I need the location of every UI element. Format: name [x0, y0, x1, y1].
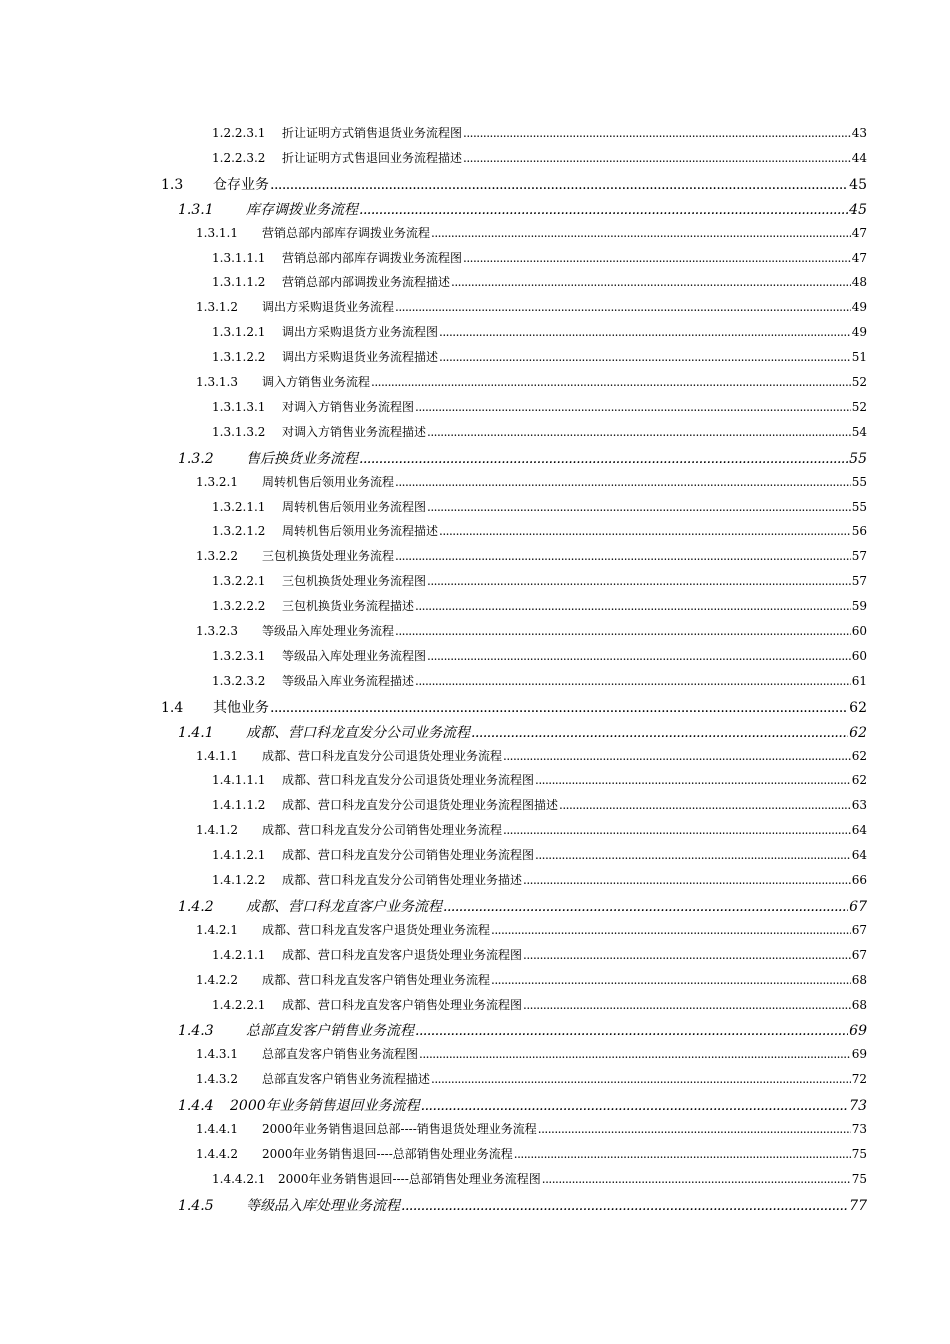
- toc-entry[interactable]: [178, 896, 867, 916]
- toc-entry[interactable]: [212, 871, 867, 888]
- toc-entry[interactable]: [196, 373, 867, 390]
- toc-entry-title: 周转机售后领用业务流程图: [282, 499, 427, 514]
- toc-entry-title: 其他业务: [213, 699, 269, 716]
- toc-entry-number: 1.3.1.1: [196, 225, 238, 240]
- toc-entry[interactable]: [161, 174, 867, 194]
- toc-entry[interactable]: [212, 124, 867, 141]
- toc-entry-number: 1.3.1.2: [196, 300, 238, 315]
- toc-entry-number: 1.4.1.2: [196, 823, 238, 838]
- toc-entry-title: 三包机换货处理业务流程: [262, 549, 395, 564]
- toc-entry-title: 总部直发客户销售业务流程描述: [262, 1072, 431, 1087]
- toc-entry-page: 56: [851, 524, 867, 539]
- toc-dot-leader: [427, 500, 851, 514]
- toc-dot-leader: [439, 524, 851, 538]
- toc-dot-leader: [359, 451, 848, 467]
- toc-entry-title: 库存调拨业务流程: [246, 201, 358, 218]
- toc-entry-title: 调出方采购退货业务流程: [262, 300, 395, 315]
- toc-entry-page: 67: [851, 947, 867, 962]
- toc-entry[interactable]: [196, 224, 867, 241]
- toc-entry-title: 成都、营口科龙直发分公司退货处理业务流程: [262, 748, 503, 763]
- toc-entry-page: 75: [851, 1146, 867, 1161]
- toc-entry-number: 1.3.1.3.2: [212, 424, 266, 439]
- toc-entry-title: 对调入方销售业务流程描述: [282, 424, 427, 439]
- toc-dot-leader: [415, 674, 851, 688]
- toc-entry-page: 44: [851, 150, 867, 165]
- toc-dot-leader: [491, 923, 851, 937]
- toc-entry-number: 1.4.1: [178, 724, 214, 741]
- toc-entry-page: 43: [851, 126, 867, 140]
- toc-entry[interactable]: [178, 1195, 867, 1215]
- toc-entry-page: 64: [851, 848, 867, 863]
- toc-dot-leader: [415, 599, 851, 613]
- toc-entry[interactable]: [212, 996, 867, 1013]
- toc-entry[interactable]: [212, 672, 867, 689]
- toc-entry-page: 49: [851, 325, 867, 340]
- toc-dot-leader: [395, 549, 851, 563]
- toc-entry-title: 对调入方销售业务流程图: [282, 399, 415, 414]
- toc-entry-title: 营销总部内部库存调拨业务流程: [262, 225, 431, 240]
- toc-entry-page: 60: [851, 624, 867, 638]
- toc-entry-title: 成都、营口科龙直发客户退货处理业务流程: [262, 922, 491, 937]
- toc-dot-leader: [427, 574, 851, 588]
- toc-entry-number: 1.3.2.1: [196, 474, 238, 489]
- toc-entry[interactable]: [212, 771, 867, 788]
- toc-entry-number: 1.4.4.2: [196, 1146, 238, 1161]
- toc-entry-title: 售后换货业务流程: [246, 450, 358, 467]
- toc-dot-leader: [542, 1172, 851, 1186]
- toc-entry[interactable]: [212, 423, 867, 440]
- toc-entry[interactable]: [212, 1170, 867, 1187]
- toc-entry-page: 64: [851, 823, 867, 838]
- toc-dot-leader: [431, 1072, 851, 1086]
- toc-entry-title: 2000年业务销售退回业务流程: [230, 1098, 420, 1115]
- toc-entry-title: 调出方采购退货方业务流程图: [282, 325, 439, 340]
- toc-entry-page: 51: [851, 350, 867, 365]
- toc-entry[interactable]: [212, 946, 867, 963]
- toc-dot-leader: [270, 700, 848, 716]
- toc-entry-number: 1.4: [161, 699, 184, 716]
- toc-entry-number: 1.4.1.1.1: [212, 773, 266, 788]
- toc-entry-page: 57: [851, 549, 867, 564]
- toc-entry-title: 折让证明方式销售退货业务流程图: [282, 126, 463, 140]
- toc-dot-leader: [443, 899, 848, 915]
- toc-dot-leader: [401, 1198, 848, 1214]
- toc-entry[interactable]: [212, 647, 867, 664]
- toc-entry-number: 1.3.2: [178, 450, 214, 467]
- toc-entry-number: 1.3.1.2.2: [212, 350, 266, 365]
- toc-entry-title: 三包机换货处理业务流程图: [282, 574, 427, 589]
- toc-dot-leader: [415, 1023, 848, 1039]
- toc-entry-title: 成都、营口科龙直发分公司销售处理业务流程: [262, 823, 503, 838]
- toc-entry-page: 77: [849, 1197, 867, 1214]
- toc-entry-page: 60: [851, 648, 867, 663]
- toc-entry[interactable]: [212, 846, 867, 863]
- toc-entry[interactable]: [212, 348, 867, 365]
- toc-entry-number: 1.3: [161, 176, 184, 193]
- toc-entry-number: 1.3.2.3.2: [212, 673, 266, 688]
- toc-dot-leader: [503, 749, 851, 763]
- toc-entry-number: 1.4.4.2.1: [212, 1171, 266, 1186]
- toc-dot-leader: [535, 848, 851, 862]
- toc-dot-leader: [523, 873, 851, 887]
- toc-dot-leader: [427, 649, 851, 663]
- toc-entry-page: 67: [849, 898, 867, 915]
- toc-entry-number: 1.4.1.2.1: [212, 848, 266, 863]
- toc-entry-number: 1.4.3.2: [196, 1072, 238, 1087]
- toc-entry-page: 67: [851, 922, 867, 937]
- toc-dot-leader: [371, 375, 851, 389]
- toc-dot-leader: [419, 1047, 851, 1061]
- toc-entry-page: 47: [851, 225, 867, 240]
- toc-entry[interactable]: [178, 722, 867, 742]
- toc-entry-page: 54: [851, 424, 867, 439]
- toc-entry-number: 1.4.2: [178, 898, 214, 915]
- toc-entry-page: 66: [851, 873, 867, 887]
- toc-entry[interactable]: [196, 298, 867, 315]
- toc-entry[interactable]: [178, 448, 867, 468]
- toc-entry-page: 45: [849, 201, 867, 218]
- toc-dot-leader: [415, 400, 851, 414]
- toc-entry[interactable]: [196, 747, 867, 764]
- toc-dot-leader: [523, 998, 851, 1012]
- toc-entry-title: 周转机售后领用业务流程: [262, 474, 395, 489]
- toc-entry-title: 成都、营口科龙直发分公司业务流程: [246, 724, 470, 741]
- toc-entry-title: 成都、营口科龙直发客户销售处理业务流程: [262, 972, 491, 987]
- toc-entry-title: 总部直发客户销售业务流程图: [262, 1047, 419, 1062]
- toc-dot-leader: [559, 798, 851, 812]
- toc-entry-title: 营销总部内部调拨业务流程描述: [282, 275, 451, 290]
- toc-entry-title: 成都、营口科龙直发分公司销售处理业务流程图: [282, 848, 535, 863]
- toc-entry[interactable]: [161, 697, 867, 717]
- toc-entry-title: 仓存业务: [213, 176, 269, 193]
- toc-entry-number: 1.2.2.3.2: [212, 150, 266, 165]
- toc-entry-number: 1.4.1.1: [196, 748, 238, 763]
- toc-entry[interactable]: [178, 1095, 867, 1115]
- toc-entry-page: 68: [851, 997, 867, 1012]
- toc-entry-number: 1.3.2.1.2: [212, 524, 266, 539]
- toc-entry[interactable]: [212, 323, 867, 340]
- toc-entry-title: 营销总部内部库存调拨业务流程图: [282, 250, 463, 265]
- toc-entry[interactable]: [212, 597, 867, 614]
- toc-entry[interactable]: [178, 199, 867, 219]
- toc-entry-page: 59: [851, 599, 867, 614]
- toc-entry-title: 周转机售后领用业务流程描述: [282, 524, 439, 539]
- toc-dot-leader: [463, 126, 851, 140]
- toc-entry-number: 1.3.1: [178, 201, 214, 218]
- toc-entry[interactable]: [196, 821, 867, 838]
- toc-entry[interactable]: [212, 149, 867, 166]
- toc-entry-title: 成都、营口科龙直发客户退货处理业务流程图: [282, 947, 523, 962]
- toc-entry-page: 73: [851, 1122, 867, 1136]
- toc-entry-page: 62: [849, 699, 867, 716]
- toc-entry-number: 1.4.1.2.2: [212, 873, 266, 887]
- toc-entry-number: 1.2.2.3.1: [212, 126, 266, 140]
- toc-entry-page: 62: [849, 724, 867, 741]
- toc-entry-title: 总部直发客户销售业务流程: [246, 1023, 414, 1040]
- toc-entry-number: 1.4.3.1: [196, 1047, 238, 1062]
- toc-entry-title: 等级品入库处理业务流程图: [282, 648, 427, 663]
- toc-entry-page: 55: [849, 450, 867, 467]
- toc-entry-title: 折让证明方式售退回业务流程描述: [282, 150, 463, 165]
- toc-entry[interactable]: [196, 1070, 867, 1087]
- toc-dot-leader: [463, 251, 851, 265]
- toc-entry-title: 调入方销售业务流程: [262, 375, 371, 389]
- toc-entry-page: 63: [851, 798, 867, 813]
- toc-entry-title: 成都、营口科龙直发客户销售处理业务流程图: [282, 997, 523, 1012]
- toc-entry-page: 57: [851, 574, 867, 589]
- toc-entry-page: 68: [851, 972, 867, 987]
- toc-entry-number: 1.4.2.1: [196, 922, 238, 937]
- toc-dot-leader: [471, 725, 848, 741]
- toc-entry-number: 1.4.4.1: [196, 1122, 238, 1136]
- toc-entry-title: 成都、营口科龙直发分公司退货处理业务流程图描述: [282, 798, 559, 813]
- toc-entry-page: 55: [851, 474, 867, 489]
- toc-entry-page: 45: [849, 176, 867, 193]
- toc-entry-page: 52: [851, 375, 867, 389]
- toc-entry[interactable]: [178, 1020, 867, 1040]
- toc-dot-leader: [535, 773, 851, 787]
- toc-entry[interactable]: [212, 572, 867, 589]
- toc-entry-number: 1.3.1.1.2: [212, 275, 266, 290]
- toc-entry-number: 1.3.2.2.1: [212, 574, 266, 589]
- toc-entry[interactable]: [196, 1120, 867, 1137]
- toc-entry-title: 成都、营口科龙直发分公司退货处理业务流程图: [282, 773, 535, 788]
- toc-dot-leader: [451, 275, 851, 289]
- toc-dot-leader: [359, 202, 848, 218]
- toc-entry-number: 1.3.1.1.1: [212, 250, 266, 265]
- toc-entry-number: 1.4.5: [178, 1197, 214, 1214]
- toc-entry[interactable]: [196, 971, 867, 988]
- toc-entry-page: 55: [851, 499, 867, 514]
- toc-entry[interactable]: [196, 473, 867, 490]
- toc-entry[interactable]: [212, 498, 867, 515]
- toc-entry[interactable]: [212, 522, 867, 539]
- toc-entry-number: 1.4.2.2.1: [212, 997, 266, 1012]
- toc-dot-leader: [514, 1147, 851, 1161]
- toc-dot-leader: [463, 151, 851, 165]
- toc-entry-title: 2000年业务销售退回----总部销售处理业务流程图: [278, 1171, 541, 1186]
- toc-entry-page: 61: [851, 673, 867, 688]
- toc-entry-number: 1.3.1.3.1: [212, 399, 266, 414]
- toc-dot-leader: [439, 325, 851, 339]
- toc-dot-leader: [395, 624, 851, 638]
- toc-entry-number: 1.3.2.3.1: [212, 648, 266, 663]
- toc-entry-number: 1.4.1.1.2: [212, 798, 266, 813]
- toc-entry-number: 1.4.4: [178, 1098, 214, 1115]
- toc-entry-title: 等级品入库处理业务流程: [246, 1197, 400, 1214]
- toc-dot-leader: [395, 475, 851, 489]
- toc-entry-page: 62: [851, 748, 867, 763]
- toc-dot-leader: [427, 425, 851, 439]
- toc-entry-title: 成都、营口科龙直客户业务流程: [246, 898, 442, 915]
- toc-dot-leader: [439, 350, 851, 364]
- toc-entry[interactable]: [196, 622, 867, 639]
- toc-entry-page: 75: [851, 1171, 867, 1186]
- toc-entry[interactable]: [212, 249, 867, 266]
- toc-entry-page: 72: [851, 1072, 867, 1087]
- toc-dot-leader: [538, 1122, 851, 1136]
- toc-entry[interactable]: [196, 547, 867, 564]
- toc-entry-page: 49: [851, 300, 867, 315]
- toc-entry-number: 1.3.2.2.2: [212, 599, 266, 614]
- toc-entry-number: 1.3.2.1.1: [212, 499, 266, 514]
- toc-entry-number: 1.4.2.2: [196, 972, 238, 987]
- toc-entry-title: 调出方采购退货业务流程描述: [282, 350, 439, 365]
- toc-entry-number: 1.3.1.3: [196, 375, 238, 389]
- toc-entry-number: 1.3.2.2: [196, 549, 238, 564]
- toc-dot-leader: [491, 973, 851, 987]
- toc-entry-title: 等级品入库业务流程描述: [282, 673, 415, 688]
- toc-entry[interactable]: [212, 398, 867, 415]
- toc-dot-leader: [431, 226, 851, 240]
- toc-dot-leader: [270, 177, 848, 193]
- toc-entry-page: 69: [851, 1047, 867, 1062]
- toc-entry[interactable]: [212, 273, 867, 290]
- toc-dot-leader: [523, 948, 851, 962]
- toc-dot-leader: [395, 300, 851, 314]
- toc-entry[interactable]: [196, 1045, 867, 1062]
- toc-entry-page: 69: [849, 1023, 867, 1040]
- toc-entry[interactable]: [196, 921, 867, 938]
- toc-entry[interactable]: [212, 796, 867, 813]
- toc-entry-title: 三包机换货业务流程描述: [282, 599, 415, 614]
- toc-entry-number: 1.3.1.2.1: [212, 325, 266, 340]
- toc-entry-number: 1.4.2.1.1: [212, 947, 266, 962]
- toc-entry-number: 1.3.2.3: [196, 624, 238, 638]
- toc-entry[interactable]: [196, 1145, 867, 1162]
- toc-entry-page: 52: [851, 399, 867, 414]
- toc-entry-title: 2000年业务销售退回总部----销售退货处理业务流程: [262, 1122, 537, 1136]
- toc-dot-leader: [503, 823, 851, 837]
- toc-entry-number: 1.4.3: [178, 1023, 214, 1040]
- toc-dot-leader: [421, 1098, 849, 1114]
- toc-entry-title: 2000年业务销售退回----总部销售处理业务流程: [262, 1146, 513, 1161]
- toc-entry-page: 73: [849, 1098, 867, 1115]
- toc-entry-page: 48: [851, 275, 867, 290]
- toc-entry-title: 成都、营口科龙直发分公司销售处理业务描述: [282, 873, 523, 887]
- toc-entry-page: 62: [851, 773, 867, 788]
- toc-entry-page: 47: [851, 250, 867, 265]
- toc-entry-title: 等级品入库处理业务流程: [262, 624, 395, 638]
